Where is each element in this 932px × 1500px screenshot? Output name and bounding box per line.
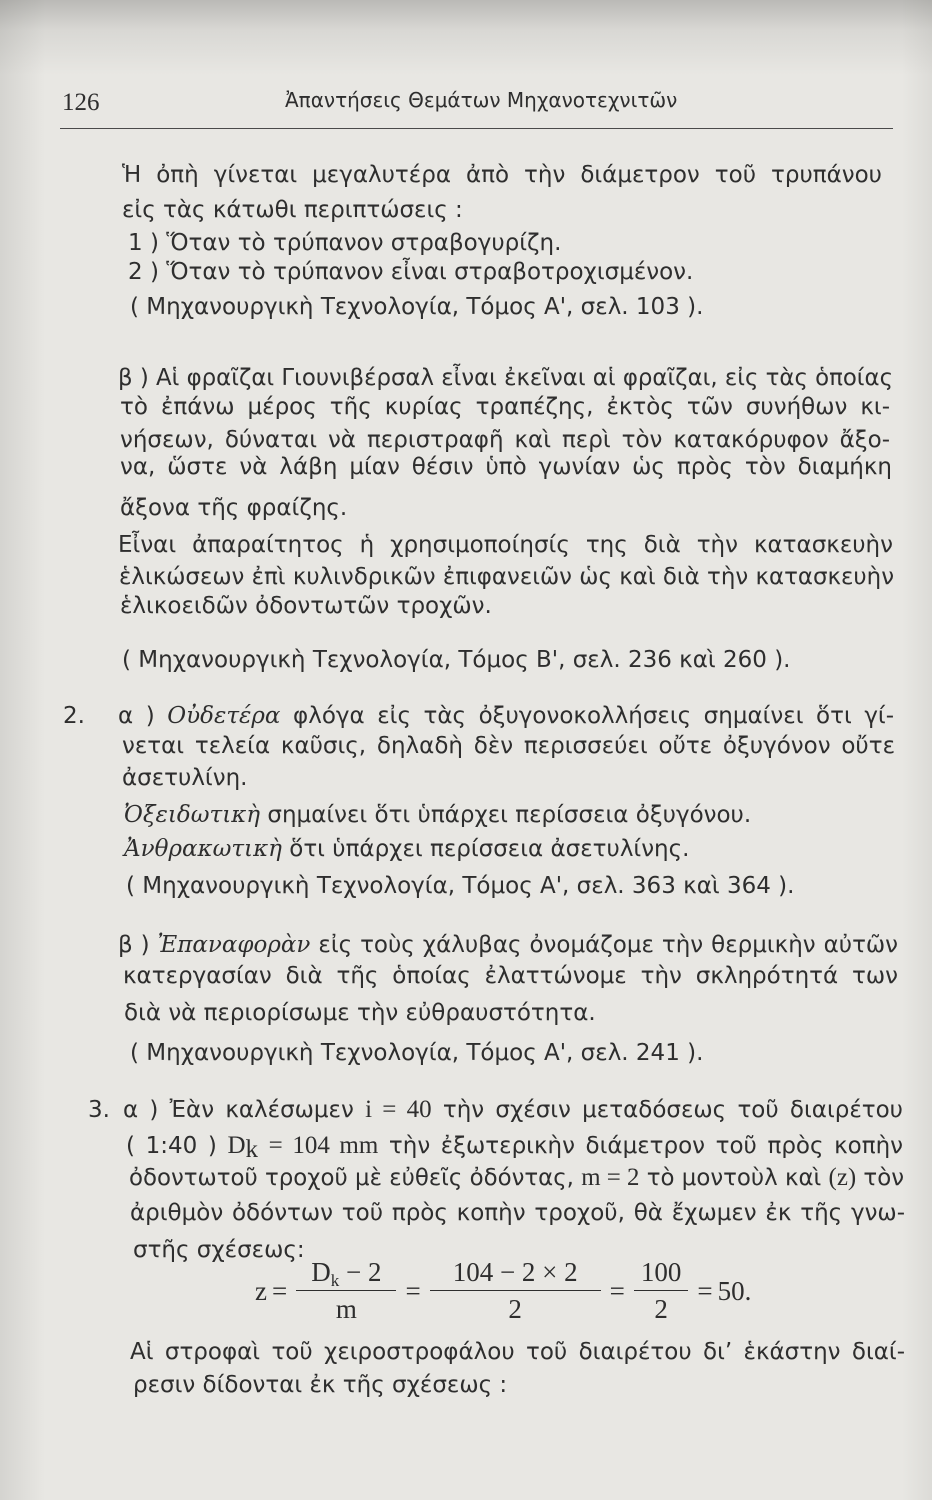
- q2-a-oxidizing-content: [124, 801, 751, 829]
- q3-a-line-3-content: [129, 1164, 904, 1192]
- q1-b-line-4: [120, 453, 892, 481]
- q1-a-case-1-text: 1 ) Ὅταν τὸ τρύπανον στραβογυρίζη.: [128, 230, 562, 256]
- q1-a-line-2: [122, 196, 882, 224]
- q3-a-line-2-lead: ( 1:40 ): [126, 1133, 217, 1159]
- q1-a-case-2-text: 2 ) Ὅταν τὸ τρύπανον εἶναι στραβοτροχισμένον.: [128, 259, 694, 285]
- q1-b-line-7-text: ἑλικώσεων ἐπὶ κυλινδρικῶν ἐπιφανειῶν ὡς καὶ διὰ τὴν κατασκευὴν: [119, 564, 894, 590]
- q1-a-line-1: [122, 161, 882, 189]
- q3-a-line-3: [129, 1164, 904, 1192]
- q3-a-line-4: [130, 1199, 905, 1227]
- q1-a-case-2: [128, 258, 888, 286]
- q3-a-line-3-rest: τὸν: [863, 1165, 904, 1191]
- q1-b-line-6: [118, 531, 893, 559]
- q2-a-line-1-rest: φλόγα εἰς τὰς ὀξυγονοκολλήσεις σημαίνει ὅτι γί-: [293, 703, 895, 729]
- q3-a-line-1-content: [123, 1096, 903, 1124]
- q3-a-ratio-math: i = 40: [365, 1096, 432, 1123]
- fraction-2-numerator: 104 − 2 × 2: [430, 1257, 601, 1291]
- q2-b-reference: [130, 1039, 900, 1067]
- q1-a-reference: [130, 293, 890, 321]
- q2-a-line-2-text: νεται τελεία καῦσις, δηλαδὴ δὲν περισσεύει οὔτε ὀξυγόνον οὔτε: [122, 733, 895, 759]
- fraction-1-numerator: [296, 1257, 396, 1291]
- q1-b-line-5: [120, 494, 892, 522]
- q2-b-line-3: [124, 999, 899, 1027]
- q2-b-line-1-content: [118, 931, 898, 959]
- q1-a-line-2-text: εἰς τὰς κάτωθι περιπτώσεις :: [122, 197, 463, 223]
- q2-b-tempering-term: Ἐπαναφορὰν: [157, 932, 311, 958]
- q3-a-line-1-rest: τὴν σχέσιν μεταδόσεως τοῦ διαιρέτου: [442, 1097, 903, 1123]
- q3-a-line-6-text: Αἱ στροφαὶ τοῦ χειροστροφάλου τοῦ διαιρέτου δι’ ἑκάστην διαί-: [130, 1339, 905, 1365]
- q3-a-module-math: m = 2: [581, 1164, 640, 1191]
- fraction-1-symbol: D: [311, 1257, 331, 1287]
- q2-a-oxidizing-term: Ὀξειδωτικὴ: [124, 802, 261, 828]
- q2-a-carburizing-term: Ἀνθρακωτικὴ: [124, 836, 282, 862]
- q2-b-line-1: [118, 931, 898, 959]
- q2-a-carburizing-text: ὅτι ὑπάρχει περίσσεια ἀσετυλίνης.: [289, 836, 690, 862]
- q3-a-line-2-content: [126, 1132, 904, 1163]
- q2-a-line-3-text: ἀσετυλίνη.: [122, 765, 248, 791]
- q1-b-line-6-text: Εἶναι ἀπαραίτητος ἡ χρησιμοποίησίς της διὰ τὴν κατασκευὴν: [118, 532, 893, 558]
- formula-equals-4: =: [697, 1275, 713, 1306]
- q3-a-line-1-lead: α ) Ἐὰν καλέσωμεν: [123, 1097, 354, 1123]
- q2-b-line-2-text: κατεργασίαν διὰ τῆς ὁποίας ἐλαττώνομε τὴν σκληρότητά των: [123, 963, 898, 989]
- q3-a-line-7-text: ρεσιν δίδονται ἐκ τῆς σχέσεως :: [133, 1372, 508, 1398]
- running-title-text: Ἀπαντήσεις Θεμάτων Μηχανοτεχνιτῶν: [285, 88, 678, 112]
- q2-a-carburizing-content: [124, 835, 689, 863]
- q3-a-line-2: [126, 1132, 904, 1163]
- q2-a-line-1-content: [118, 702, 894, 730]
- q1-b-line-2: [120, 393, 890, 421]
- fraction-1-subscript: k: [330, 1271, 340, 1290]
- q1-b-line-3-text: νήσεων, δύναται νὰ περιστραφῆ καὶ περὶ τὸν κατακόρυφον ἄξο-: [120, 427, 890, 453]
- q3-a-line-7: [133, 1371, 903, 1399]
- formula-equals-3: =: [609, 1275, 625, 1306]
- q2-b-line-1-rest: εἰς τοὺς χάλυβας ὀνομάζομε τὴν θερμικὴν αὐτῶν: [318, 932, 899, 958]
- question-3-number: 3.: [88, 1097, 110, 1123]
- q2-a-reference: [126, 872, 899, 900]
- q1-b-line-1-text: β ) Αἱ φραῖζαι Γιουνιβέρσαλ εἶναι ἐκεῖναι αἱ φραῖζαι, εἰς τὰς ὁποίας: [118, 365, 893, 391]
- q1-b-line-8: [120, 592, 895, 620]
- fraction-3-numerator: 100: [634, 1257, 689, 1291]
- q2-a-carburizing-line: [124, 835, 897, 863]
- q3-a-diameter-subscript: k: [245, 1136, 259, 1163]
- fraction-2-denominator: 2: [508, 1294, 522, 1324]
- q2-a-neutral-term: Οὐδετέρα: [167, 703, 281, 729]
- q3-a-line-3-middle: τὸ μοντοὺλ καὶ: [646, 1165, 822, 1191]
- q3-a-line-6: [130, 1338, 905, 1366]
- q3-a-line-5-text: στῆς σχέσεως:: [133, 1237, 305, 1263]
- fraction-3-denominator: 2: [654, 1294, 668, 1324]
- q3-a-line-2-rest: τὴν ἐξωτερικὴν διάμετρον τοῦ πρὸς κοπὴν: [388, 1133, 904, 1159]
- fraction-1-denominator: m: [335, 1294, 357, 1324]
- q1-b-line-1: [118, 364, 893, 392]
- q2-a-line-3: [122, 764, 895, 792]
- q3-a-teeth-symbol: (z): [828, 1164, 857, 1191]
- q1-b-line-3: [120, 426, 890, 454]
- q2-a-line-2: [122, 732, 895, 760]
- formula-equals-1: =: [271, 1275, 288, 1306]
- q2-b-reference-text: ( Μηχανουργικὴ Τεχνολογία, Τόμος Α', σελ. 241 ).: [130, 1040, 704, 1066]
- page-number: 126: [62, 89, 100, 116]
- q1-a-line-1-text: Ἡ ὀπὴ γίνεται μεγαλυτέρα ἀπὸ τὴν διάμετρον τοῦ τρυπάνου: [122, 162, 882, 188]
- q3-a-diameter-symbol: D: [227, 1132, 246, 1159]
- q2-a-label: α ): [118, 703, 155, 729]
- q2-b-label: β ): [118, 932, 150, 958]
- q2-a-reference-text: ( Μηχανουργικὴ Τεχνολογία, Τόμος Α', σελ. 363 καὶ 364 ).: [126, 873, 795, 899]
- q1-b-line-8-text: ἑλικοειδῶν ὀδοντωτῶν τροχῶν.: [120, 593, 492, 619]
- q3-a-line-4-text: ἀριθμὸν ὀδόντων τοῦ πρὸς κοπὴν τροχοῦ, θὰ ἔχωμεν ἐκ τῆς γνω-: [130, 1200, 905, 1226]
- formula-result: 50.: [717, 1275, 752, 1306]
- q3-a-line-1: [123, 1096, 903, 1124]
- q2-b-line-2: [123, 962, 898, 990]
- formula-fraction-2: [430, 1257, 601, 1324]
- q3-a-diameter-value: = 104 mm: [268, 1132, 379, 1159]
- q1-b-line-7: [119, 563, 894, 591]
- q2-a-oxidizing-line: [124, 801, 897, 829]
- running-title: [285, 86, 681, 114]
- q2-a-line-1: [118, 702, 894, 730]
- q2-a-oxidizing-text: σημαίνει ὅτι ὑπάρχει περίσσεια ὀξυγόνου.: [267, 802, 752, 828]
- q1-b-line-5-text: ἄξονα τῆς φραίζης.: [120, 495, 348, 521]
- formula-fraction-3: [634, 1257, 689, 1324]
- formula-fraction-1: [296, 1257, 396, 1324]
- q1-b-reference-text: ( Μηχανουργικὴ Τεχνολογία, Τόμος Β', σελ. 236 καὶ 260 ).: [122, 647, 791, 673]
- fraction-1-rest: − 2: [345, 1257, 382, 1287]
- teeth-count-formula: [255, 1257, 751, 1324]
- q1-a-case-1: [128, 229, 888, 257]
- header-rule: [60, 128, 893, 129]
- question-2-number: 2.: [63, 703, 85, 729]
- formula-lhs: z: [255, 1275, 267, 1306]
- q1-b-line-4-text: να, ὥστε νὰ λάβη μίαν θέσιν ὑπὸ γωνίαν ὡς πρὸς τὸν διαμήκη: [120, 454, 892, 480]
- q1-b-reference: [122, 646, 897, 674]
- q1-b-line-2-text: τὸ ἐπάνω μέρος τῆς κυρίας τραπέζης, ἐκτὸς τῶν συνήθων κι-: [120, 394, 890, 420]
- q2-b-line-3-text: διὰ νὰ περιορίσωμε τὴν εὐθραυστότητα.: [124, 1000, 596, 1026]
- formula-equals-2: =: [405, 1275, 421, 1306]
- q1-a-reference-text: ( Μηχανουργικὴ Τεχνολογία, Τόμος Α', σελ. 103 ).: [130, 294, 704, 320]
- q3-a-line-3-lead: ὀδοντωτοῦ τροχοῦ μὲ εὐθεῖς ὀδόντας,: [129, 1165, 574, 1191]
